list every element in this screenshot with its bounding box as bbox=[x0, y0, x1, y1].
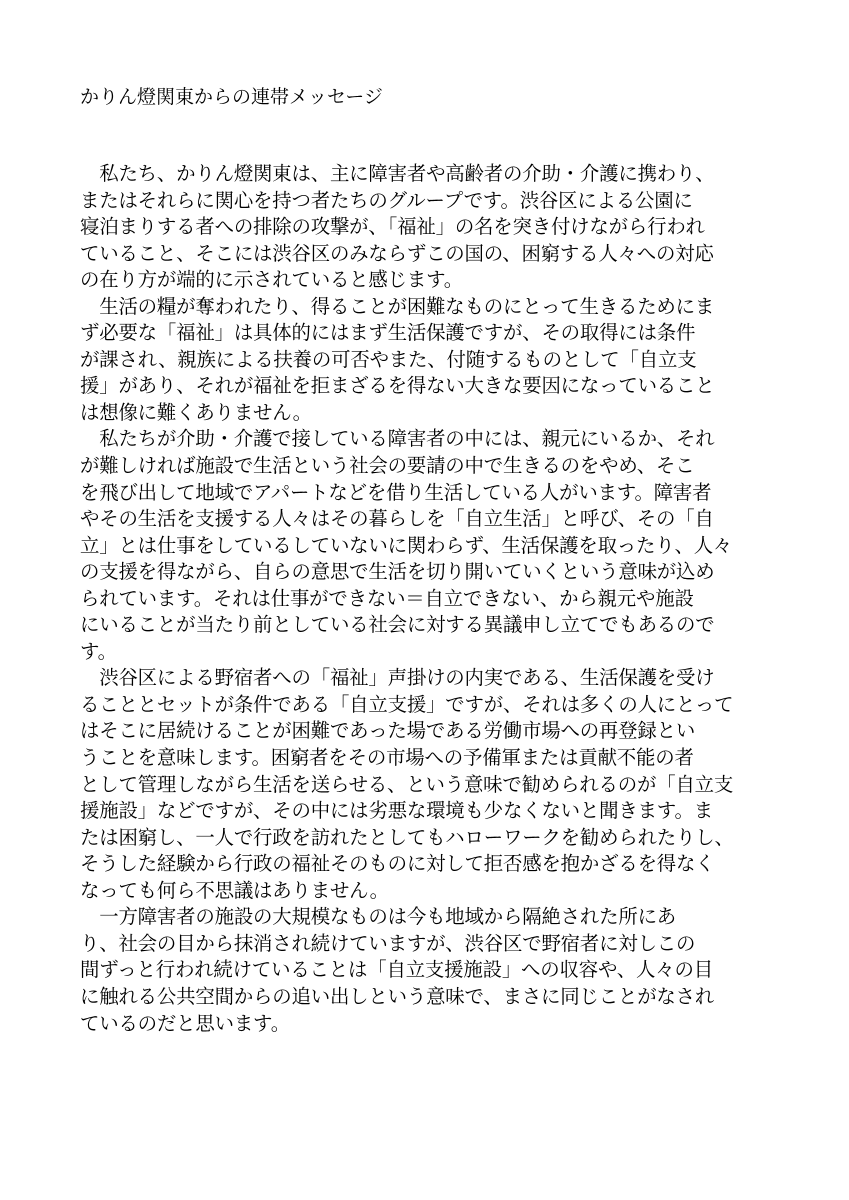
text-line: ず必要な「福祉」は具体的にはまず生活保護ですが、その取得には条件 bbox=[80, 321, 696, 345]
text-line: り、社会の目から抹消され続けていますが、渋谷区で野宿者に対しこの bbox=[80, 931, 696, 955]
text-line: 援」があり、それが福祉を拒まざるを得ない大きな要因になっていること bbox=[80, 374, 715, 398]
document-title: かりん燈関東からの連帯メッセージ bbox=[80, 86, 383, 108]
text-line: に触れる公共空間からの追い出しという意味で、まさに同じことがなされ bbox=[80, 984, 715, 1008]
text-line: やその生活を支援する人々はその暮らしを「自立生活」と呼び、その「自 bbox=[80, 507, 714, 531]
text-line: 私たち、かりん燈関東は、主に障害者や高齢者の介助・介護に携わり、 bbox=[80, 162, 715, 185]
text-line: ていること、そこには渋谷区のみならずこの国の、困窮する人々への対応 bbox=[80, 241, 714, 265]
text-line: 立」とは仕事をしているしていないに関わらず、生活保護を取ったり、人々 bbox=[80, 533, 733, 557]
text-line: られています。それは仕事ができない＝自立できない、から親元や施設 bbox=[80, 586, 694, 610]
text-line: は想像に難くありません。 bbox=[80, 400, 312, 424]
text-line: として管理しながら生活を送らせる、という意味で勧められるのが「自立支 bbox=[80, 772, 734, 796]
text-line: 生活の糧が奪われたり、得ることが困難なものにとって生きるためにま bbox=[80, 294, 715, 318]
text-line: の支援を得ながら、自らの意思で生活を切り開いていくという意味が込め bbox=[80, 560, 715, 584]
text-line: が課され、親族による扶養の可否やまた、付随するものとして「自立支 bbox=[80, 347, 697, 371]
text-line: はそこに居続けることが困難であった場である労働市場への再登録とい bbox=[80, 719, 696, 743]
text-line: なっても何ら不思議はありません。 bbox=[80, 878, 389, 902]
text-line: ることとセットが条件である「自立支援」ですが、それは多くの人にとって bbox=[80, 692, 734, 716]
text-line: が難しければ施設で生活という社会の要請の中で生きるのをやめ、そこ bbox=[80, 454, 695, 478]
text-line: そうした経験から行政の福祉そのものに対して拒否感を抱かざるを得なく bbox=[80, 852, 715, 876]
text-line: たは困窮し、一人で行政を訪れたとしてもハローワークを勧められたりし、 bbox=[80, 825, 734, 849]
text-line: 私たちが介助・介護で接している障害者の中には、親元にいるか、それ bbox=[80, 427, 715, 451]
text-line: ているのだと思います。 bbox=[80, 1011, 290, 1035]
document-body bbox=[80, 161, 780, 1037]
text-line: 一方障害者の施設の大規模なものは今も地域から隔絶された所にあ bbox=[80, 905, 677, 929]
text-line: 寝泊まりする者への排除の攻撃が、「福祉」の名を突き付けながら行われ bbox=[80, 215, 705, 239]
text-line: うことを意味します。困窮者をその市場への予備軍または貢献不能の者 bbox=[80, 746, 694, 770]
text-line: またはそれらに関心を持つ者たちのグループです。渋谷区による公園に bbox=[80, 188, 693, 212]
text-line: にいることが当たり前としている社会に対する異議申し立てでもあるので bbox=[80, 613, 715, 637]
text-line: 渋谷区による野宿者への「福祉」声掛けの内実である、生活保護を受け bbox=[80, 666, 715, 690]
text-line: を飛び出して地域でアパートなどを借り生活している人がいます。障害者 bbox=[80, 480, 712, 504]
text-line: の在り方が端的に示されていると感じます。 bbox=[80, 268, 463, 292]
text-line: す。 bbox=[80, 639, 117, 663]
text-line: 間ずっと行われ続けていることは「自立支援施設」への収容や、人々の目 bbox=[80, 958, 713, 982]
text-line: 援施設」などですが、その中には劣悪な環境も少なくないと聞きます。ま bbox=[80, 799, 713, 823]
